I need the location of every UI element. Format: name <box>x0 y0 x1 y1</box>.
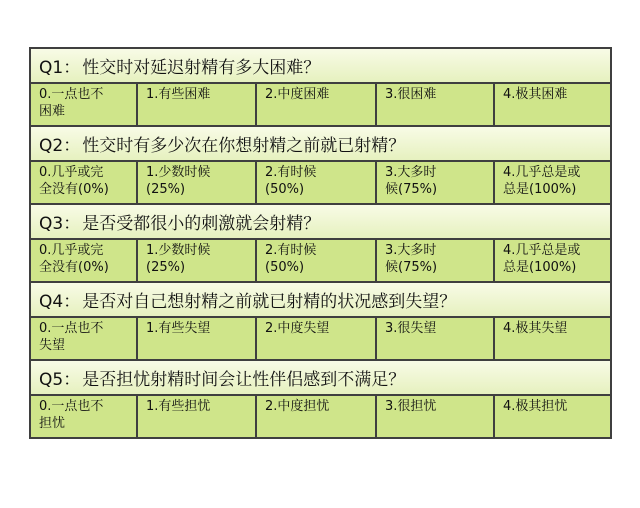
question-text: 性交时有多少次在你想射精之前就已射精？ <box>82 136 406 156</box>
option-cell: 0.一点也不 担忧 <box>31 396 138 437</box>
option-cell: 1.有些失望 <box>138 318 257 359</box>
question-text: 是否受都很小的刺激就会射精？ <box>82 214 321 234</box>
option-cell: 4.几乎总是或 总是(100%) <box>495 240 610 281</box>
option-cell: 4.几乎总是或 总是(100%) <box>495 162 610 203</box>
question-number: Q2： <box>39 136 81 156</box>
question-row-5 <box>31 361 610 396</box>
option-cell: 2.有时候 (50%) <box>257 240 377 281</box>
option-row-3 <box>31 240 610 283</box>
option-cell: 1.少数时候 (25%) <box>138 162 257 203</box>
option-cell: 4.极其失望 <box>495 318 610 359</box>
question-text: 是否对自己想射精之前就已射精的状况感到失望？ <box>82 292 457 312</box>
option-cell: 3.大多时 候(75%) <box>377 162 495 203</box>
question-row-2 <box>31 127 610 162</box>
option-cell: 4.极其困难 <box>495 84 610 125</box>
option-cell: 2.中度担忧 <box>257 396 377 437</box>
question-number: Q5： <box>39 370 81 390</box>
option-cell: 0.一点也不 困难 <box>31 84 138 125</box>
question-text: 是否担忧射精时间会让性伴侣感到不满足？ <box>82 370 406 390</box>
option-row-1 <box>31 84 610 127</box>
question-number: Q1： <box>39 58 81 78</box>
option-cell: 2.中度困难 <box>257 84 377 125</box>
option-cell: 4.极其担忧 <box>495 396 610 437</box>
option-cell: 1.有些困难 <box>138 84 257 125</box>
question-row-1 <box>31 49 610 84</box>
option-row-4 <box>31 318 610 361</box>
option-cell: 2.有时候 (50%) <box>257 162 377 203</box>
option-cell: 0.几乎或完 全没有(0%) <box>31 240 138 281</box>
option-cell: 1.有些担忧 <box>138 396 257 437</box>
question-number: Q3： <box>39 214 81 234</box>
question-text: 性交时对延迟射精有多大困难？ <box>82 58 321 78</box>
option-row-2 <box>31 162 610 205</box>
option-cell: 0.几乎或完 全没有(0%) <box>31 162 138 203</box>
question-row-3 <box>31 205 610 240</box>
option-cell: 3.大多时 候(75%) <box>377 240 495 281</box>
option-cell: 3.很担忧 <box>377 396 495 437</box>
option-cell: 0.一点也不 失望 <box>31 318 138 359</box>
question-number: Q4： <box>39 292 81 312</box>
option-cell: 1.少数时候 (25%) <box>138 240 257 281</box>
option-cell: 3.很困难 <box>377 84 495 125</box>
option-cell: 3.很失望 <box>377 318 495 359</box>
option-cell: 2.中度失望 <box>257 318 377 359</box>
questionnaire-table <box>29 47 612 439</box>
option-row-5 <box>31 396 610 437</box>
question-row-4 <box>31 283 610 318</box>
